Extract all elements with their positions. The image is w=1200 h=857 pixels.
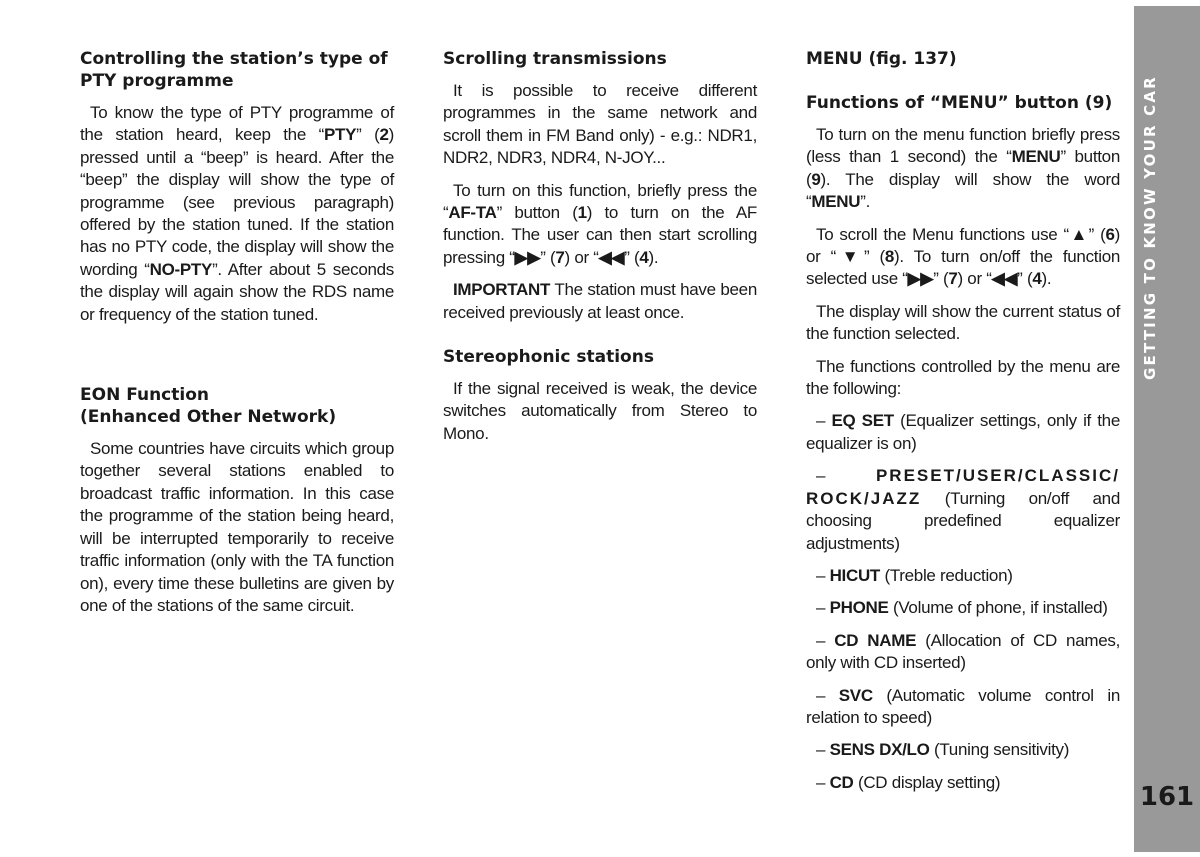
- page-number: 161: [1139, 782, 1195, 812]
- paragraph-menu-on: To turn on the menu function briefly press (less than 1 second) the “MENU” button (9). The display will show the word “MENU”.: [806, 125, 1120, 212]
- paragraph-stereo: If the signal received is weak, the device switches automatically from Stereo to Mono.: [443, 379, 757, 443]
- rewind-icon: ◀◀: [598, 247, 625, 267]
- paragraph-eon: Some countries have circuits which group together several stations enabled to broadcast traffic information. In this case the programme of the station being heard, will be interrupted temporarily to receive traffic information (only with the TA function on), every time these bulletins are given by one of the stations of the same circuit.: [80, 439, 394, 615]
- heading-stereo: Stereophonic stations: [443, 347, 654, 368]
- list-item: – HICUT (Treble reduction): [816, 565, 1013, 585]
- rewind-icon: ◀◀: [991, 269, 1018, 289]
- list-item: – EQ SET (Equalizer settings, only if the equalizer is on): [806, 411, 1120, 453]
- list-item: – PRESET/USER/CLASSIC/ ROCK/JAZZ (Turning on/off and choosing predefined equalizer adjustments): [806, 466, 1120, 553]
- paragraph-important: IMPORTANT The station must have been received previously at least once.: [443, 280, 757, 322]
- paragraph-scrolling: It is possible to receive different programmes in the same network and scroll them in FM Band only) - e.g.: NDR1, NDR2, NDR3, NDR4, N-JOY...: [443, 81, 757, 168]
- list-item: – CD NAME (Allocation of CD names, only with CD inserted): [806, 630, 1120, 673]
- heading-scrolling: Scrolling transmissions: [443, 49, 667, 69]
- list-item: – PHONE (Volume of phone, if installed): [816, 598, 1108, 618]
- forward-icon: ▶▶: [514, 247, 541, 267]
- paragraph-menu-status: The display will show the current status of the function selected.: [806, 301, 1120, 344]
- heading-menu: MENU (fig. 137): [806, 49, 957, 69]
- heading-eon: EON Function (Enhanced Other Network): [80, 385, 337, 428]
- column-3: [806, 48, 1120, 804]
- paragraph-af-function: To turn on this function, briefly press the “AF-TA” button (1) to turn on the AF function. The user can then start scrolling pressing “▶▶” (7) or “◀◀” (4).: [443, 180, 757, 267]
- column-2: [443, 48, 757, 455]
- list-item: – SENS DX/LO (Tuning sensitivity): [816, 740, 1070, 760]
- down-arrow-icon: ▼: [836, 247, 865, 267]
- paragraph-menu-scroll: To scroll the Menu functions use “▲” (6) or “▼” (8). To turn on/off the function selected use “▶▶” (7) or “◀◀” (4).: [806, 224, 1120, 289]
- forward-icon: ▶▶: [907, 269, 934, 289]
- spacer: [80, 336, 394, 384]
- paragraph-pty: To know the type of PTY programme of the station heard, keep the “PTY” (2) pressed until a “beep” is heard. After the “beep” the display will show the type of programme (see previous paragraph) offered by the station tuned. If the station has no PTY code, the display will show the wording “NO-PTY”. After about 5 seconds the display will again show the RDS name or frequency of the station tuned.: [80, 103, 395, 324]
- heading-pty: Controlling the station’s type of PTY programme: [80, 49, 388, 91]
- list-item: – CD (CD display setting): [816, 772, 1001, 792]
- up-arrow-icon: ▲: [1068, 224, 1089, 244]
- paragraph-menu-list-intro: The functions controlled by the menu are the following:: [806, 356, 1120, 399]
- side-tab-title-text: GETTING TO KNOW YOUR CAR: [1141, 75, 1159, 380]
- column-1: [80, 48, 394, 627]
- heading-menu-functions: Functions of “MENU” button (9): [806, 93, 1113, 113]
- list-item: – SVC (Automatic volume control in relation to speed): [806, 685, 1120, 727]
